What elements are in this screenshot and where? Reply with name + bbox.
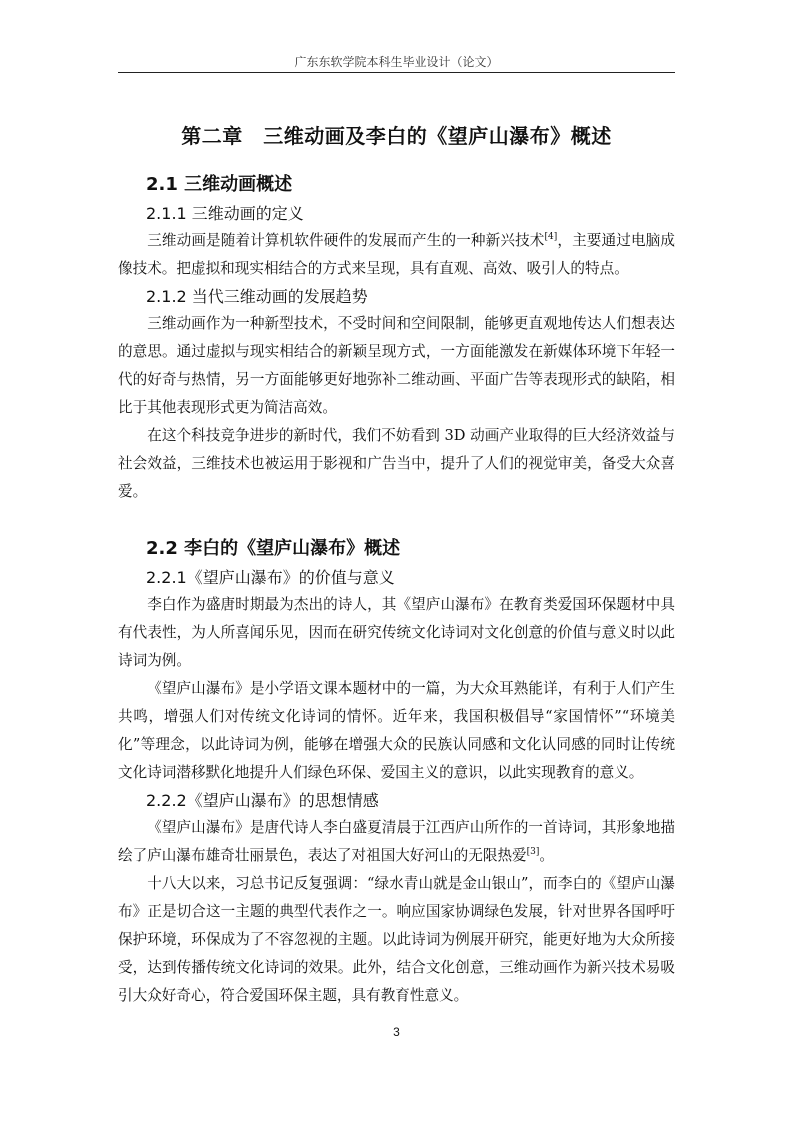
paragraph: 十八大以来，习总书记反复强调：“绿水青山就是金山银山”，而李白的《望庐山瀑布》正是切合这一主题的典型代表作之一。响应国家协调绿色发展，针对世界各国呼吁保护环境，环保成为了不容忽视的主题。以此诗词为例展开研究，能更好地为大众所接受，达到传播传统文化诗词的效果。此外，结合文化创意，三维动画作为新兴技术易吸引大众好奇心，符合爱国环保主题，具有教育性意义。 xyxy=(118,875,675,1004)
subsection-heading-2-1-2: 2.1.2 当代三维动画的发展趋势 xyxy=(146,287,368,306)
section-heading-2-2: 2.2 李白的《望庐山瀑布》概述 xyxy=(146,538,401,559)
paragraph: 三维动画作为一种新型技术，不受时间和空间限制，能够更直观地传达人们想表达的意思。通过虚拟与现实相结合的新颖呈现方式，一方面能激发在新媒体环境下年轻一代的好奇与热情，另一方面能够更好地弥补二维动画、平面广告等表现形式的缺陷，相比于其他表现形式更为简洁高效。 xyxy=(118,315,675,416)
header-rule xyxy=(118,72,675,73)
page-number: 3 xyxy=(393,1025,400,1039)
citation-ref[interactable]: [4] xyxy=(544,232,558,243)
running-header: 广东东软学院本科生毕业设计（论文） xyxy=(294,55,499,69)
paragraph: 三维动画是随着计算机软件硬件的发展而产生的一种新兴技术[4]，主要通过电脑成像技术。把虚拟和现实相结合的方式来呈现，具有直观、高效、吸引人的特点。 xyxy=(118,232,675,277)
paragraph: 《望庐山瀑布》是小学语文课本题材中的一篇，为大众耳熟能详，有利于人们产生共鸣，增强人们对传统文化诗词的情怀。近年来，我国积极倡导“家国情怀”“环境美化”等理念，以此诗词为例，能够在增强大众的民族认同感和文化认同感的同时让传统文化诗词潜移默化地提升人们绿色环保、爱国主义的意识，以此实现教育的意义。 xyxy=(118,680,675,781)
page-body xyxy=(118,116,675,1010)
citation-ref[interactable]: [3] xyxy=(526,847,540,858)
paragraph: 在这个科技竞争进步的新时代，我们不妨看到 3D 动画产业取得的巨大经济效益与社会效益，三维技术也被运用于影视和广告当中，提升了人们的视觉审美，备受大众喜爱。 xyxy=(118,427,675,500)
paragraph: 《望庐山瀑布》是唐代诗人李白盛夏清晨于江西庐山所作的一首诗词，其形象地描绘了庐山瀑布雄奇壮丽景色，表达了对祖国大好河山的无限热爱[3]。 xyxy=(118,819,675,864)
subsection-heading-2-2-1: 2.2.1《望庐山瀑布》的价值与意义 xyxy=(146,568,395,587)
section-heading-2-1: 2.1 三维动画概述 xyxy=(146,174,293,195)
paragraph: 李白作为盛唐时期最为杰出的诗人，其《望庐山瀑布》在教育类爱国环保题材中具有代表性，为人所喜闻乐见，因而在研究传统文化诗词对文化创意的价值与意义时以此诗词为例。 xyxy=(118,596,675,669)
section-spacer xyxy=(118,506,675,534)
chapter-title: 第二章 三维动画及李白的《望庐山瀑布》概述 xyxy=(181,124,612,148)
subsection-heading-2-1-1: 2.1.1 三维动画的定义 xyxy=(146,204,304,223)
subsection-heading-2-2-2: 2.2.2《望庐山瀑布》的思想情感 xyxy=(146,791,379,810)
